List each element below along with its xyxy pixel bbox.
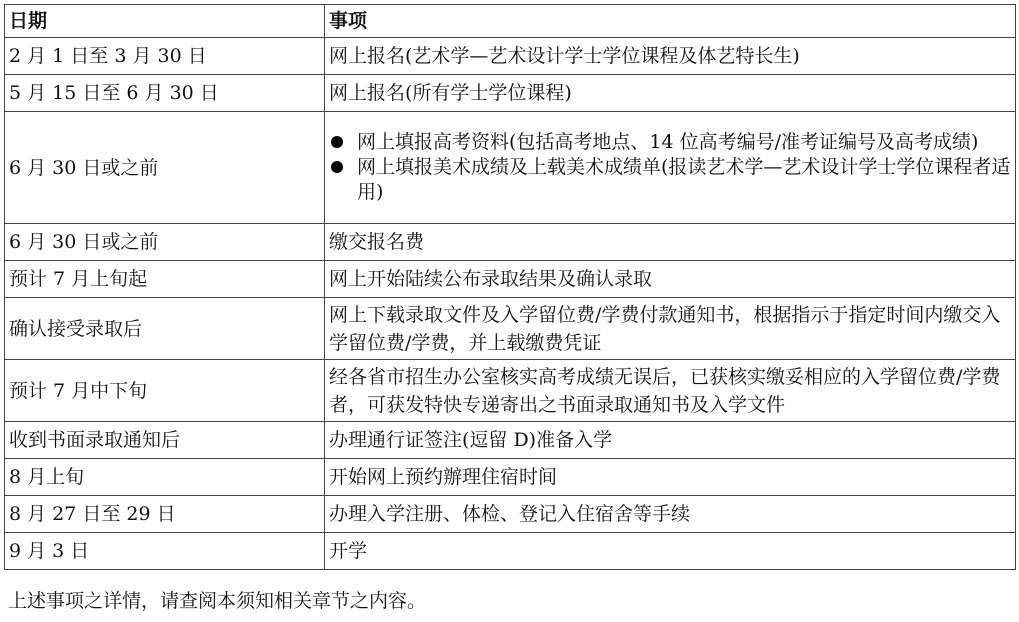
row-date: 5 月 15 日至 6 月 30 日 <box>5 75 325 112</box>
row-item: 办理通行证签注(逗留 D)准备入学 <box>325 422 1016 459</box>
row-date: 6 月 30 日或之前 <box>5 112 325 224</box>
bullet-list <box>329 130 1011 205</box>
table-row <box>5 75 1016 112</box>
table-row <box>5 298 1016 360</box>
row-item: 网上报名(艺术学—艺术设计学士学位课程及体艺特长生) <box>325 38 1016 75</box>
row-date: 收到书面录取通知后 <box>5 422 325 459</box>
table-row <box>5 422 1016 459</box>
table-row <box>5 38 1016 75</box>
table-row <box>5 459 1016 496</box>
bullet-icon <box>331 136 343 148</box>
row-item: 网上下载录取文件及入学留位费/学费付款通知书，根据指示于指定时间内缴交入学留位费/学费，并上载缴费凭证 <box>325 298 1016 360</box>
row-item: 办理入学注册、体检、登记入住宿舍等手续 <box>325 496 1016 533</box>
table-row <box>5 496 1016 533</box>
header-date: 日期 <box>5 5 325 38</box>
row-date: 8 月上旬 <box>5 459 325 496</box>
row-date: 8 月 27 日至 29 日 <box>5 496 325 533</box>
row-date: 9 月 3 日 <box>5 533 325 570</box>
row-date: 6 月 30 日或之前 <box>5 224 325 261</box>
row-item: 缴交报名费 <box>325 224 1016 261</box>
row-date: 确认接受录取后 <box>5 298 325 360</box>
row-item <box>325 112 1016 224</box>
row-item: 开学 <box>325 533 1016 570</box>
table-row <box>5 261 1016 298</box>
bullet-text: 网上填报美术成绩及上载美术成绩单(报读艺术学—艺术设计学士学位课程者适用) <box>357 156 1011 203</box>
table-row <box>5 533 1016 570</box>
row-date: 预计 7 月中下旬 <box>5 360 325 422</box>
row-item: 网上开始陆续公布录取结果及确认录取 <box>325 261 1016 298</box>
list-item <box>329 155 1011 205</box>
row-item: 网上报名(所有学士学位课程) <box>325 75 1016 112</box>
row-date: 预计 7 月上旬起 <box>5 261 325 298</box>
footnote: 上述事项之详情，请查阅本须知相关章节之内容。 <box>8 590 427 612</box>
table-header-row <box>5 5 1016 38</box>
row-item: 开始网上预约辦理住宿时间 <box>325 459 1016 496</box>
table-row <box>5 112 1016 224</box>
row-date: 2 月 1 日至 3 月 30 日 <box>5 38 325 75</box>
header-item: 事项 <box>325 5 1016 38</box>
table-row <box>5 224 1016 261</box>
table-row <box>5 360 1016 422</box>
row-item: 经各省市招生办公室核实高考成绩无误后，已获核实缴妥相应的入学留位费/学费者，可获发特快专递寄出之书面录取通知书及入学文件 <box>325 360 1016 422</box>
list-item <box>329 130 1011 155</box>
bullet-text: 网上填报高考资料(包括高考地点、14 位高考编号/准考证编号及高考成绩) <box>357 131 979 153</box>
admission-schedule-table <box>4 4 1016 570</box>
bullet-icon <box>331 161 343 173</box>
